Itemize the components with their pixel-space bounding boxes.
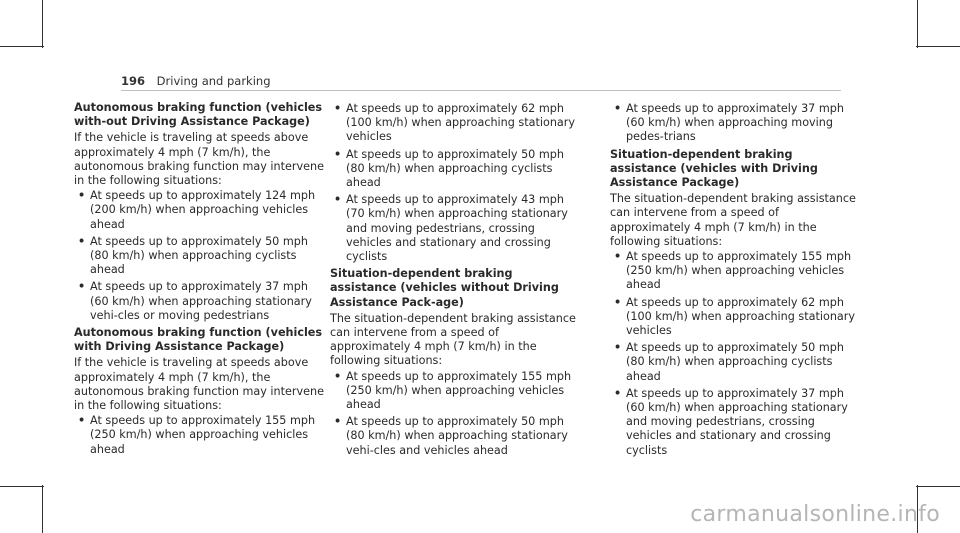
body-paragraph: The situation-dependent braking assistance can intervene from a speed of approximately 4 mph (7 km/h) in the following situations:	[610, 192, 856, 248]
list-item: • At speeds up to approximately 155 mph (250 km/h) when approaching vehicles ahead	[610, 250, 860, 293]
crop-mark	[916, 46, 960, 47]
crop-mark	[42, 485, 43, 533]
crop-mark	[0, 486, 44, 487]
crop-mark	[916, 486, 960, 487]
list-item: • At speeds up to approximately 37 mph (60 km/h) when approaching stationary vehi-cles or moving pedestrians	[74, 280, 324, 323]
page-number: 196	[121, 74, 146, 88]
crop-mark	[42, 0, 43, 48]
bullet-list	[74, 189, 324, 323]
page-header	[121, 74, 271, 88]
section-title: Driving and parking	[156, 74, 271, 88]
list-item: • At speeds up to approximately 124 mph (200 km/h) when approaching vehicles ahead	[74, 189, 324, 232]
section-heading: Autonomous braking function (vehicles with Driving Assistance Package)	[74, 326, 323, 354]
watermark: carmanualsonline.info	[690, 502, 940, 527]
text-column-2	[330, 101, 580, 461]
bullet-list	[610, 102, 860, 145]
list-item: • At speeds up to approximately 50 mph (80 km/h) when approaching stationary vehi-cles and vehicles ahead	[330, 415, 580, 458]
list-item: • At speeds up to approximately 155 mph (250 km/h) when approaching vehicles ahead	[74, 414, 324, 457]
section-heading: Situation-dependent braking assistance (vehicles with Driving Assistance Package)	[610, 147, 818, 190]
bullet-list	[330, 102, 580, 264]
list-item: • At speeds up to approximately 43 mph (70 km/h) when approaching stationary and moving pedestrians, crossing vehicles and stationary and crossing cyclists	[330, 193, 580, 264]
body-paragraph: If the vehicle is traveling at speeds above approximately 4 mph (7 km/h), the autonomous braking function may intervene in the following situations:	[74, 356, 324, 413]
list-item: • At speeds up to approximately 62 mph (100 km/h) when approaching stationary vehicles	[610, 296, 860, 339]
text-column-1	[74, 101, 324, 460]
crop-mark	[917, 0, 918, 48]
body-paragraph: The situation-dependent braking assistance can intervene from a speed of approximately 4 mph (7 km/h) in the following situations:	[330, 311, 576, 368]
list-item: • At speeds up to approximately 50 mph (80 km/h) when approaching cyclists ahead	[330, 148, 580, 191]
bullet-list	[330, 370, 580, 458]
list-item: • At speeds up to approximately 37 mph (60 km/h) when approaching stationary and moving pedestrians, crossing vehicles and stationary and crossing cyclists	[610, 387, 860, 458]
bullet-list	[74, 414, 324, 457]
list-item: • At speeds up to approximately 62 mph (100 km/h) when approaching stationary vehicles	[330, 102, 580, 145]
text-column-3	[610, 101, 860, 461]
section-heading: Situation-dependent braking assistance (vehicles without Driving Assistance Pack-age)	[330, 267, 559, 309]
header-rule	[121, 90, 841, 91]
section-heading: Autonomous braking function (vehicles with-out Driving Assistance Package)	[74, 101, 323, 129]
list-item: • At speeds up to approximately 50 mph (80 km/h) when approaching cyclists ahead	[610, 341, 860, 384]
list-item: • At speeds up to approximately 155 mph (250 km/h) when approaching vehicles ahead	[330, 370, 580, 413]
bullet-list	[610, 250, 860, 458]
crop-mark	[0, 46, 44, 47]
list-item: • At speeds up to approximately 37 mph (60 km/h) when approaching moving pedes-trians	[610, 102, 860, 145]
list-item: • At speeds up to approximately 50 mph (80 km/h) when approaching cyclists ahead	[74, 235, 324, 278]
body-paragraph: If the vehicle is traveling at speeds above approximately 4 mph (7 km/h), the autonomous braking function may intervene in the following situations:	[74, 131, 324, 188]
